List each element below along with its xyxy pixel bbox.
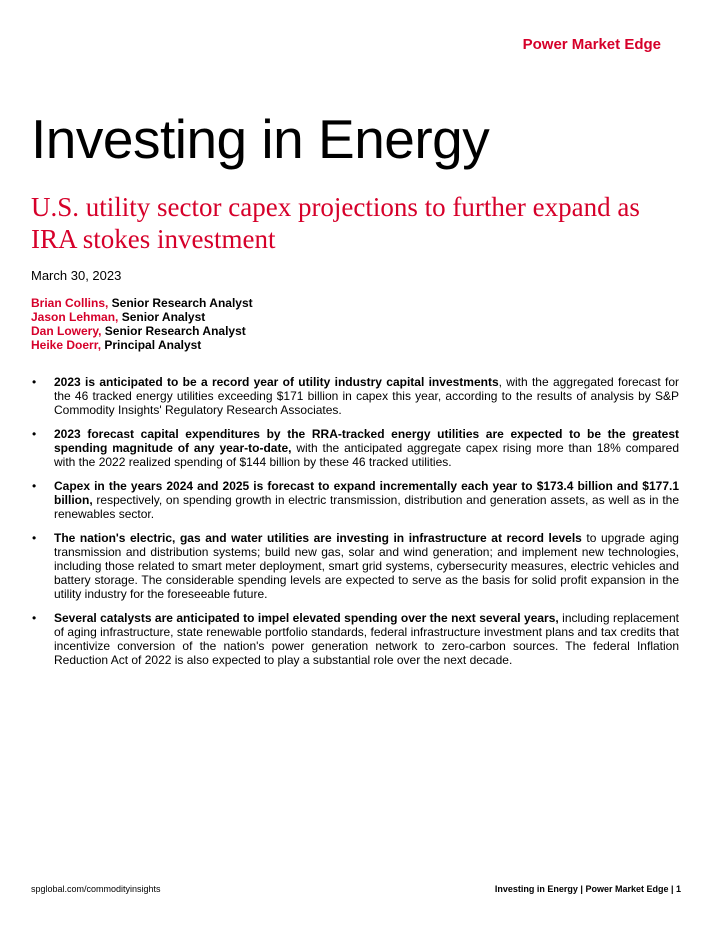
footer-page-info: Investing in Energy | Power Market Edge | 1: [494, 884, 681, 894]
author-list: [31, 296, 253, 352]
key-point-item: [31, 375, 679, 417]
author-name: Heike Doerr,: [31, 338, 102, 352]
author-name: Brian Collins,: [31, 296, 109, 310]
key-point-text: including replacement of aging infrastructure, state renewable portfolio standards, federal infrastructure investment plans and tax credits that incentivize conversion of the nation's power generation network to zero-carbon sources. The federal Inflation Reduction Act of 2022 is also expected to play a substantial role over the next decade.: [54, 611, 679, 667]
key-point-lead: 2023 forecast capital expenditures by the RRA-tracked energy utilities are expected to be the greatest spending magnitude of any year-to-date,: [54, 427, 679, 455]
key-point-item: [31, 611, 679, 667]
key-point-item: [31, 427, 679, 469]
bullet-marker: •: [32, 427, 37, 441]
bullet-marker: •: [32, 479, 37, 493]
author-item: [31, 310, 253, 324]
key-point-text: to upgrade aging transmission and distribution systems; build new gas, solar and wind generation; and implement new technologies, including those related to smart meter deployment, smart grid systems, cybersecurity measures, electric vehicles and battery storage. The considerable spending levels are expected to serve as the basis for solid profit expansion in the utility industry for the foreseeable future.: [54, 531, 679, 601]
bullet-marker: •: [32, 611, 37, 625]
author-name: Dan Lowery,: [31, 324, 102, 338]
author-role: Principal Analyst: [101, 338, 202, 352]
key-point-lead: The nation's electric, gas and water utilities are investing in infrastructure at record levels: [54, 531, 582, 545]
author-item: [31, 338, 253, 352]
key-point-text: , with the aggregated forecast for the 46 tracked energy utilities exceeding $171 billion in capex this year, according to the results of analysis by S&P Commodity Insights' Regulatory Research Associates.: [54, 375, 680, 417]
page-title: Investing in Energy: [31, 108, 490, 170]
author-item: [31, 324, 253, 338]
author-role: Senior Analyst: [118, 310, 206, 324]
page-subtitle: U.S. utility sector capex projections to further expand as IRA stokes investment: [31, 192, 640, 254]
bullet-marker: •: [32, 531, 37, 545]
key-point-text: with the anticipated aggregate capex rising more than 18% compared with the 2022 realized spending of $144 billion by these 46 tracked utilities.: [54, 441, 679, 469]
brand-label: Power Market Edge: [522, 36, 661, 53]
footer-website: spglobal.com/commodityinsights: [31, 884, 161, 894]
publication-date: March 30, 2023: [31, 268, 122, 283]
key-points-list: [31, 375, 679, 677]
key-point-lead: Capex in the years 2024 and 2025 is forecast to expand incrementally each year to $173.4 billion and $177.1 billion,: [54, 479, 679, 507]
key-point-lead: 2023 is anticipated to be a record year of utility industry capital investments: [54, 375, 499, 389]
author-role: Senior Research Analyst: [101, 324, 246, 338]
author-role: Senior Research Analyst: [108, 296, 253, 310]
key-point-text: respectively, on spending growth in electric transmission, distribution and generation assets, as well as in the renewables sector.: [54, 493, 679, 521]
key-point-item: [31, 479, 679, 521]
key-point-item: [31, 531, 679, 601]
author-name: Jason Lehman,: [31, 310, 119, 324]
author-item: [31, 296, 253, 310]
bullet-marker: •: [32, 375, 37, 389]
key-point-lead: Several catalysts are anticipated to impel elevated spending over the next several years,: [54, 611, 559, 625]
